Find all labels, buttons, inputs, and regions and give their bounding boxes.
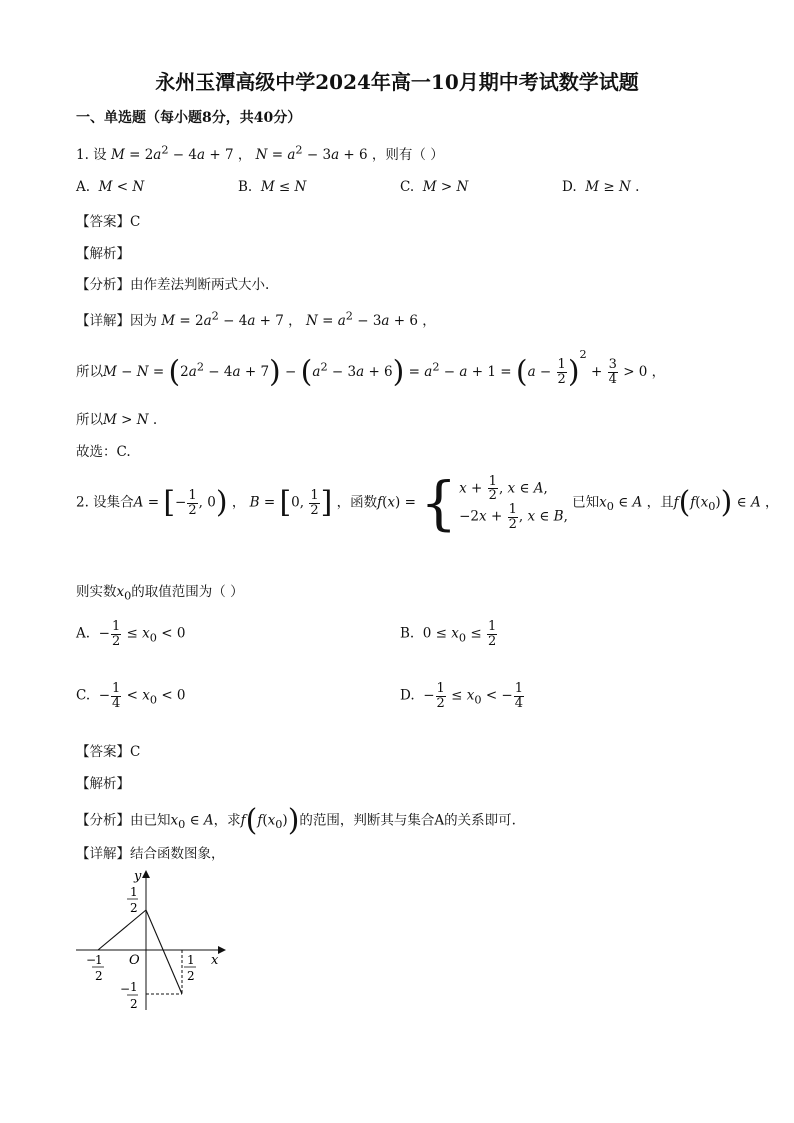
q2-xiangjie bbox=[76, 842, 225, 862]
q1-choice: 故选：C. bbox=[76, 444, 131, 460]
q2-xiangjie-tag: 【详解】 bbox=[76, 846, 130, 862]
ytick-neg-half-den: 2 bbox=[130, 997, 138, 1011]
q2-option-b: B. $0 \le x_0$ ≤ $\frac{1}{2}$ bbox=[400, 619, 497, 649]
q2-fenxi-3: 的范围，判断其与集合A的关系即可. bbox=[299, 812, 516, 829]
q2-fenxi-1: 由已知 bbox=[130, 812, 171, 829]
graph-segment-right bbox=[146, 910, 182, 994]
q1-option-c: C. M > N bbox=[400, 179, 469, 195]
ytick-neg-sign: − bbox=[120, 982, 131, 996]
q2-option-d-label: D. bbox=[400, 687, 415, 704]
q1-analysis-label: 【解析】 bbox=[76, 246, 130, 262]
q1-fenxi bbox=[76, 273, 269, 293]
q1-option-a: A. M < N bbox=[76, 179, 145, 195]
q1-so2-prefix: 所以 bbox=[76, 412, 103, 428]
q2-range-q: 则实数 bbox=[76, 584, 117, 600]
origin-label: O bbox=[129, 953, 140, 968]
x-axis-label: x bbox=[211, 953, 219, 968]
xiangjie-tag: 【详解】 bbox=[76, 313, 130, 329]
q1-stem-suffix: ，则有（ ） bbox=[371, 147, 444, 163]
y-axis-label: y bbox=[134, 869, 142, 884]
function-graph bbox=[70, 866, 230, 1016]
q2-range-question: 则实数$x_0$的取值范围为（ ） bbox=[76, 584, 244, 603]
q1-fenxi-text: 由作差法判断两式大小. bbox=[130, 277, 270, 293]
q2-xiangjie-text: 结合函数图象， bbox=[130, 846, 225, 862]
q2-option-c-label: C. bbox=[76, 687, 91, 704]
xtick-half-num: 1 bbox=[187, 953, 195, 967]
xtick-half-den: 2 bbox=[187, 969, 195, 983]
q1-option-d-label: D. bbox=[562, 179, 577, 195]
x-axis-arrow bbox=[218, 946, 226, 954]
q1-stem: 1. 设 $M = 2a^2 - 4a + 7$ ， $N = a^2 - 3a + 6$ ，则有（ ） bbox=[76, 143, 444, 163]
q1-option-d: D. M ≥ N . bbox=[562, 179, 640, 195]
ytick-half-num: 1 bbox=[130, 885, 138, 899]
q1-xiangjie-prefix: 因为 bbox=[130, 313, 157, 329]
q2-analysis-label: 【解析】 bbox=[76, 776, 130, 792]
q1-derivation: 所以$M - N = (2a^2 - 4a + 7) - (a^2 - 3a + 6) = a^2 - a + 1 = (a$ − $\frac{1}{2}$ )$^2$ + $\frac{3}{4}$ > 0 ， bbox=[76, 348, 666, 390]
q2-and: 且 bbox=[660, 494, 674, 511]
ytick-half-den: 2 bbox=[130, 901, 138, 915]
ytick-neg-half-num: 1 bbox=[130, 980, 138, 994]
q1-option-b: B. M ≤ N bbox=[238, 179, 307, 195]
q2-option-b-label: B. bbox=[400, 625, 415, 642]
q1-option-c-label: C. bbox=[400, 179, 415, 195]
q2-option-d: D. − $\frac{1}{2}$ ≤ $x_0$ < − $\frac{1}{4}$ bbox=[400, 681, 524, 711]
xtick-neg-half-den: 2 bbox=[95, 969, 103, 983]
q1-option-a-label: A. bbox=[76, 179, 91, 195]
xtick-neg-half-num: 1 bbox=[95, 953, 103, 967]
q2-fenxi-2: ，求 bbox=[213, 812, 241, 829]
q1-expr-M: M bbox=[110, 147, 125, 163]
q2-fenxi: 【分析】由已知$x_0$ ∈ A，求$f(f(x_0))$的范围，判断其与集合A的关系即可. bbox=[76, 803, 516, 838]
section-heading: 一、单选题（每小题8分，共40分） bbox=[76, 110, 302, 126]
q1-so-prefix: 所以 bbox=[76, 364, 103, 380]
q2-option-a-label: A. bbox=[76, 625, 91, 642]
graph-segment-left bbox=[98, 910, 146, 950]
q2-answer: 【答案】C bbox=[76, 744, 141, 760]
q1-conclusion: 所以M > N . bbox=[76, 412, 158, 428]
q2-stem-prefix: 2. 设集合 bbox=[76, 494, 134, 511]
q2-option-a: A. − $\frac{1}{2}$ ≤ $x_0 < 0$ bbox=[76, 619, 186, 649]
q2-func-label: 函数 bbox=[350, 494, 378, 511]
q1-stem-prefix: 1. 设 bbox=[76, 147, 107, 163]
q1-option-b-label: B. bbox=[238, 179, 253, 195]
q2-stem: 2. 设集合A = [− $\frac{1}{2}$ , 0) ， B = [0, $\frac{1}{2}$ ] ，函数f(x) = { x + $\frac{1}{2}$ , x ∈ A, −2x + $\frac{1}{2}$ , x ∈ B, 已知$x_0$ ∈ A ，且$f(f(x_0))$ ∈ A ， bbox=[76, 469, 779, 537]
fenxi-tag: 【分析】 bbox=[76, 277, 130, 293]
q2-option-c: C. − $\frac{1}{4}$ < $x_0 < 0$ bbox=[76, 681, 186, 711]
y-axis-arrow bbox=[142, 870, 150, 878]
q2-known: 已知 bbox=[572, 494, 600, 511]
q1-xiangjie: 【详解】因为 $M = 2a^2 - 4a + 7$ ， $N = a^2 - 3a + 6$ ， bbox=[76, 309, 436, 329]
q1-answer: 【答案】C bbox=[76, 214, 141, 230]
page-title: 永州玉潭高级中学2024年高一10月期中考试数学试题 bbox=[155, 70, 639, 94]
xtick-neg-sign: − bbox=[86, 953, 97, 967]
q2-fenxi-tag: 【分析】 bbox=[76, 812, 130, 829]
q2-range-q2: 的取值范围为（ ） bbox=[131, 584, 244, 600]
